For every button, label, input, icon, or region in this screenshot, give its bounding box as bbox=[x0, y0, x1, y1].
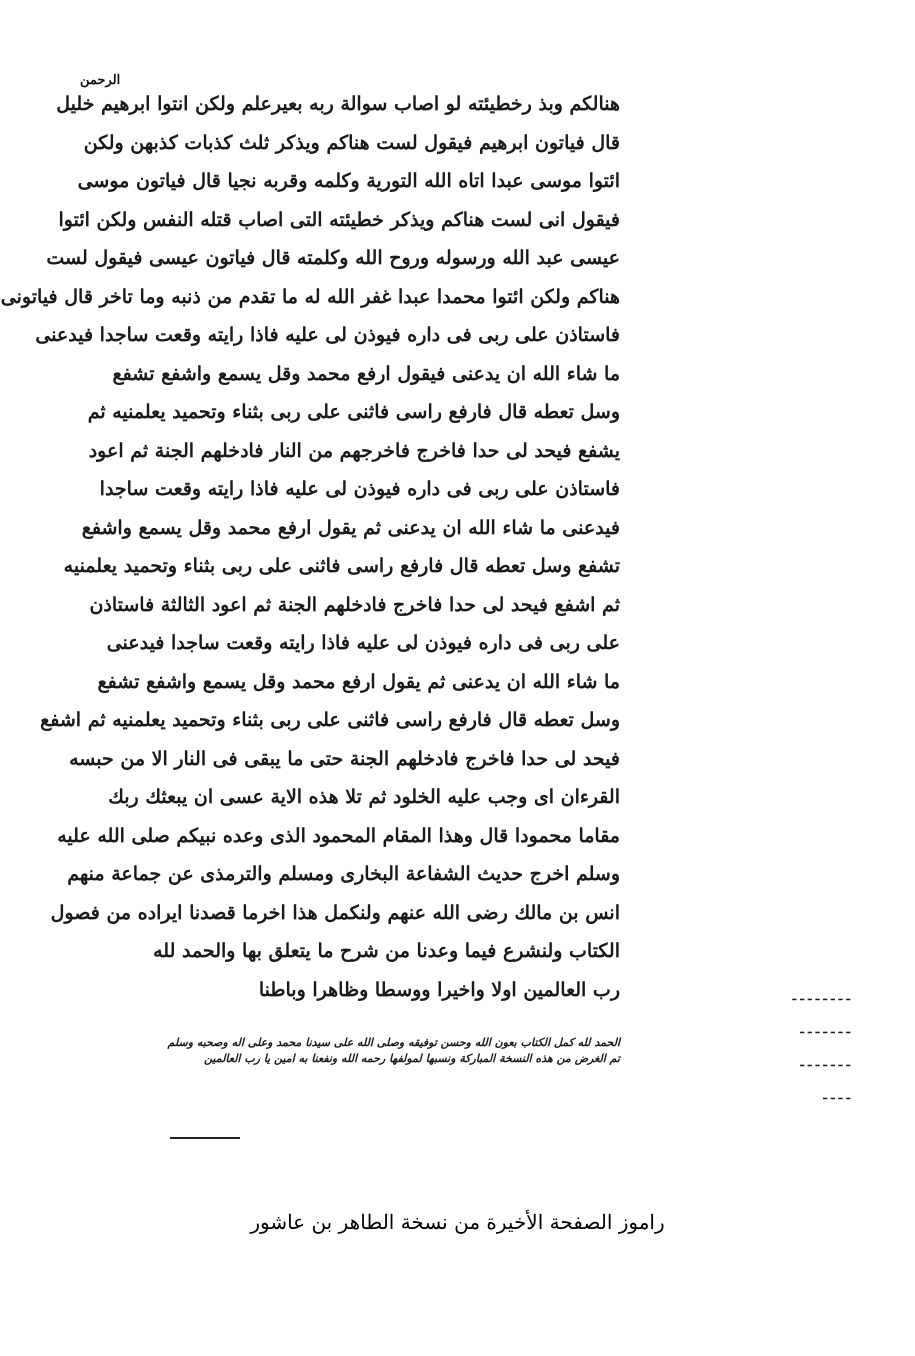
margin-note-line: ـ ـ ـ ـ bbox=[823, 1088, 850, 1102]
manuscript-margin-note bbox=[655, 980, 850, 1112]
manuscript-line: الكتاب ولنشرع فيما وعدنا من شرح ما يتعلق بها والحمد لله bbox=[153, 940, 620, 962]
manuscript-colophon bbox=[100, 1035, 620, 1067]
manuscript-line: ما شاء الله ان يدعنى فيقول ارفع محمد وقل يسمع واشفع تشفع bbox=[112, 362, 620, 385]
manuscript-line: هناكم ولكن ائتوا محمدا عبدا غفر الله له ما تقدم من ذنبه وما تاخر قال فياتونى bbox=[0, 285, 620, 308]
manuscript-corner-note: الرحمن bbox=[80, 73, 121, 88]
margin-note-line: ـ ـ ـ ـ ـ ـ ـ ـ bbox=[792, 989, 850, 1003]
manuscript-line: عيسى عبد الله ورسوله وروح الله وكلمته قال فياتون عيسى فيقول لست bbox=[46, 247, 620, 269]
manuscript-line: على ربى فى داره فيوذن لى عليه فاذا رايته وقعت ساجدا فيدعنى bbox=[106, 632, 620, 654]
manuscript-line: ثم اشفع فيحد لى حدا فاخرج فادخلهم الجنة ثم اعود الثالثة فاستاذن bbox=[89, 593, 620, 616]
manuscript-line: وسلم اخرج حديث الشفاعة البخارى ومسلم والترمذى عن جماعة منهم bbox=[67, 863, 620, 885]
colophon-line: تم الغرض من هذه النسخة المباركة ونسبها لمولفها رحمه الله ونفعنا به امين يا رب العالمين bbox=[204, 1052, 620, 1065]
manuscript-line: فيدعنى ما شاء الله ان يدعنى ثم يقول ارفع محمد وقل يسمع واشفع bbox=[81, 516, 620, 539]
manuscript-line: هنالكم وبذ رخطيئته لو اصاب سوالة ربه بعيرعلم ولكن انتوا ابرهيم خليل bbox=[56, 93, 620, 115]
manuscript-line: رب العالمين اولا واخيرا ووسطا وظاهرا وباطنا bbox=[258, 978, 620, 1001]
manuscript-line: فيقول انى لست هناكم ويذكر خطيئته التى اصاب قتله النفس ولكن ائتوا bbox=[58, 208, 620, 231]
manuscript-line: ما شاء الله ان يدعنى ثم يقول ارفع محمد وقل يسمع واشفع تشفع bbox=[97, 670, 620, 693]
page-caption: راموز الصفحة الأخيرة من نسخة الطاهر بن عاشور bbox=[250, 1210, 665, 1234]
manuscript-line: فيحد لى حدا فاخرج فادخلهم الجنة حتى ما يبقى فى النار الا من حبسه bbox=[69, 747, 620, 770]
manuscript-line: قال فياتون ابرهيم فيقول لست هناكم ويذكر ثلث كذبات كذبهن ولكن bbox=[83, 131, 620, 154]
manuscript-line: القرءان اى وجب عليه الخلود ثم تلا هذه الاية عسى ان يبعثك ربك bbox=[108, 786, 620, 808]
manuscript-line: مقاما محمودا قال وهذا المقام المحمود الذى وعده نبيكم صلى الله عليه bbox=[57, 824, 620, 847]
manuscript-image bbox=[0, 73, 850, 1155]
manuscript-line: انس بن مالك رضى الله عنهم ولنكمل هذا اخرما قصدنا ايراده من فصول bbox=[50, 901, 620, 924]
manuscript-line: وسل تعطه قال فارفع راسى فاثنى على ربى بثناء وتحميد يعلمنيه ثم bbox=[87, 401, 620, 423]
manuscript-text-block bbox=[0, 85, 620, 1009]
manuscript-line: وسل تعطه قال فارفع راسى فاثنى على ربى بثناء وتحميد يعلمنيه ثم اشفع bbox=[40, 709, 620, 731]
manuscript-line: فاستاذن على ربى فى داره فيوذن لى عليه فاذا رايته وقعت ساجدا فيدعنى bbox=[35, 324, 620, 346]
manuscript-line: ائتوا موسى عبدا اتاه الله التورية وكلمه وقربه نجيا قال فياتون موسى bbox=[77, 170, 620, 192]
margin-note-line: ـ ـ ـ ـ ـ ـ ـ bbox=[800, 1055, 850, 1069]
manuscript-line: يشفع فيحد لى حدا فاخرج فاخرجهم من النار فادخلهم الجنة ثم اعود bbox=[88, 439, 620, 462]
margin-note-line: ـ ـ ـ ـ ـ ـ ـ bbox=[800, 1022, 850, 1036]
manuscript-line: تشفع وسل تعطه قال فارفع راسى فاثنى على ربى بثناء وتحميد يعلمنيه bbox=[63, 555, 620, 577]
margin-underline bbox=[170, 1137, 240, 1139]
manuscript-line: فاستاذن على ربى فى داره فيوذن لى عليه فاذا رايته وقعت ساجدا bbox=[99, 478, 620, 500]
colophon-line: الحمد لله كمل الكتاب بعون الله وحسن توفيقه وصلى الله على سيدنا محمد وعلى اله وصحبه وسلم bbox=[167, 1036, 620, 1049]
